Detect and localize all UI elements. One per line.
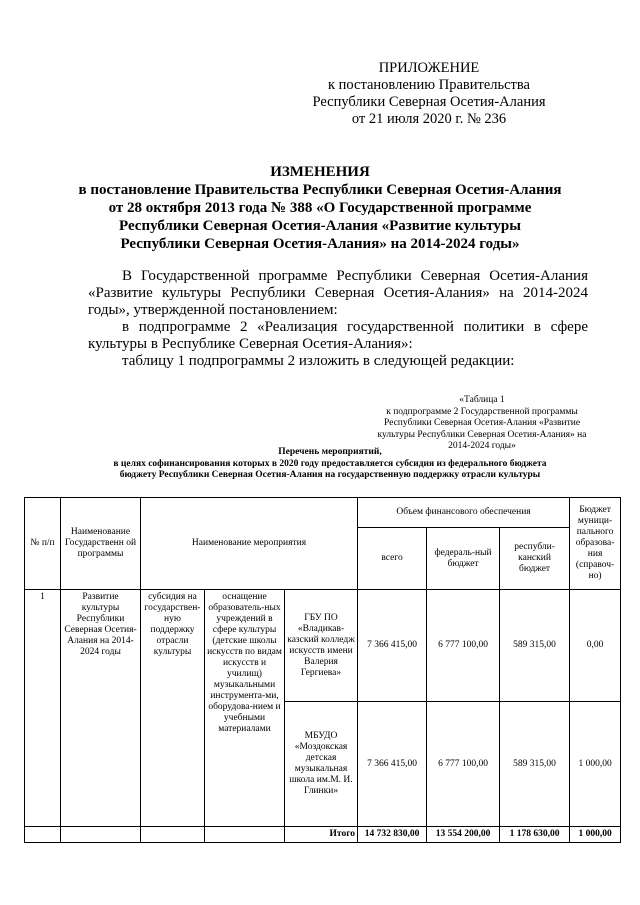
cell-empty [61, 827, 141, 843]
cell-total: 7 366 415,00 [358, 702, 427, 827]
header-federal: федераль-ный бюджет [427, 528, 500, 590]
totals-row [25, 827, 621, 843]
caption-line: к подпрограмме 2 Государственной программы [386, 406, 578, 417]
appendix-government: Республики Северная Осетия-Алания [312, 94, 546, 110]
cell-municipal: 0,00 [570, 590, 621, 702]
cell-empty [25, 827, 61, 843]
list-title-line: в целях софинансирования которых в 2020 году предоставляется субсидия из федерального бюджета [113, 458, 547, 469]
cell-program: Развитие культуры Республики Северная Осетия-Алания на 2014-2024 годы [61, 590, 141, 827]
header-row [25, 498, 621, 528]
caption-line: культуры Республики Северная Осетия-Алания» на [377, 429, 587, 440]
totals-republic: 1 178 630,00 [500, 827, 570, 843]
list-title-line: Перечень мероприятий, [278, 447, 382, 457]
list-title-line: бюджету Республики Северная Осетия-Алания на государственную поддержку отрасли культуры [119, 470, 541, 480]
list-title [40, 447, 620, 482]
cell-subsidy: субсидия на государствен-ную поддержку отрасли культуры [141, 590, 205, 827]
body-text [88, 268, 588, 370]
header-num: № п/п [25, 498, 61, 590]
appendix-date: от 21 июля 2020 г. № 236 [351, 111, 507, 127]
cell-equipment: оснащение образователь-ных учреждений в сфере культуры (детские школы искусств по видам искусств и училищ) музыкальными инструмента-ми, оборудова-нием и учебными материалами [205, 590, 285, 827]
cell-institution: ГБУ ПО «Владикав-казский колледж искусств имени Валерия Гергиева» [285, 590, 358, 702]
funding-table [24, 497, 621, 843]
document-title [40, 163, 600, 253]
table-row [25, 590, 621, 702]
caption-line: 2014-2024 годы» [448, 441, 516, 451]
appendix-header [304, 60, 554, 128]
header-program: Наименование Государственн ой программы [61, 498, 141, 590]
caption-line: Республики Северная Осетия-Алания «Развитие [383, 418, 581, 428]
body-paragraph: таблицу 1 подпрограммы 2 изложить в следующей редакции: [122, 353, 515, 369]
totals-federal: 13 554 200,00 [427, 827, 500, 843]
totals-label: Итого [285, 827, 358, 843]
header-total: всего [358, 528, 427, 590]
cell-institution: МБУДО «Моздокская детская музыкальная школа им.М. И. Глинки» [285, 702, 358, 827]
header-funding: Объем финансового обеспечения [358, 498, 570, 528]
header-activity: Наименование мероприятия [141, 498, 358, 590]
appendix-label: ПРИЛОЖЕНИЕ [378, 60, 480, 76]
title-line: Республики Северная Осетия-Алания «Развитие культуры [118, 218, 521, 234]
cell-total: 7 366 415,00 [358, 590, 427, 702]
table-caption [362, 395, 602, 453]
cell-municipal: 1 000,00 [570, 702, 621, 827]
cell-republic: 589 315,00 [500, 702, 570, 827]
title-line: от 28 октября 2013 года № 388 «О Государственной программе [108, 200, 532, 216]
cell-num: 1 [25, 590, 61, 827]
totals-municipal: 1 000,00 [570, 827, 621, 843]
header-republic: республи-канский бюджет [500, 528, 570, 590]
cell-federal: 6 777 100,00 [427, 590, 500, 702]
cell-empty [141, 827, 205, 843]
title-line: Республики Северная Осетия-Алания» на 2014-2024 годы» [120, 236, 520, 252]
cell-republic: 589 315,00 [500, 590, 570, 702]
cell-federal: 6 777 100,00 [427, 702, 500, 827]
caption-line: «Таблица 1 [459, 395, 505, 405]
title-line: в постановление Правительства Республики Северная Осетия-Алания [78, 182, 562, 198]
totals-total: 14 732 830,00 [358, 827, 427, 843]
appendix-ref: к постановлению Правительства [328, 77, 530, 93]
title-heading: ИЗМЕНЕНИЯ [270, 164, 370, 180]
body-paragraph: В Государственной программе Республики Северная Осетия-Алания «Развитие культуры Республики Северная Осетия-Алания» на 2014-2024 годы», утвержденной постановлением: [88, 268, 588, 318]
cell-empty [205, 827, 285, 843]
header-municipal: Бюджет муници-пального образова-ния (справоч-но) [570, 498, 621, 590]
body-paragraph: в подпрограмме 2 «Реализация государственной политики в сфере культуры в Республике Северная Осетия-Алания»: [88, 319, 588, 352]
